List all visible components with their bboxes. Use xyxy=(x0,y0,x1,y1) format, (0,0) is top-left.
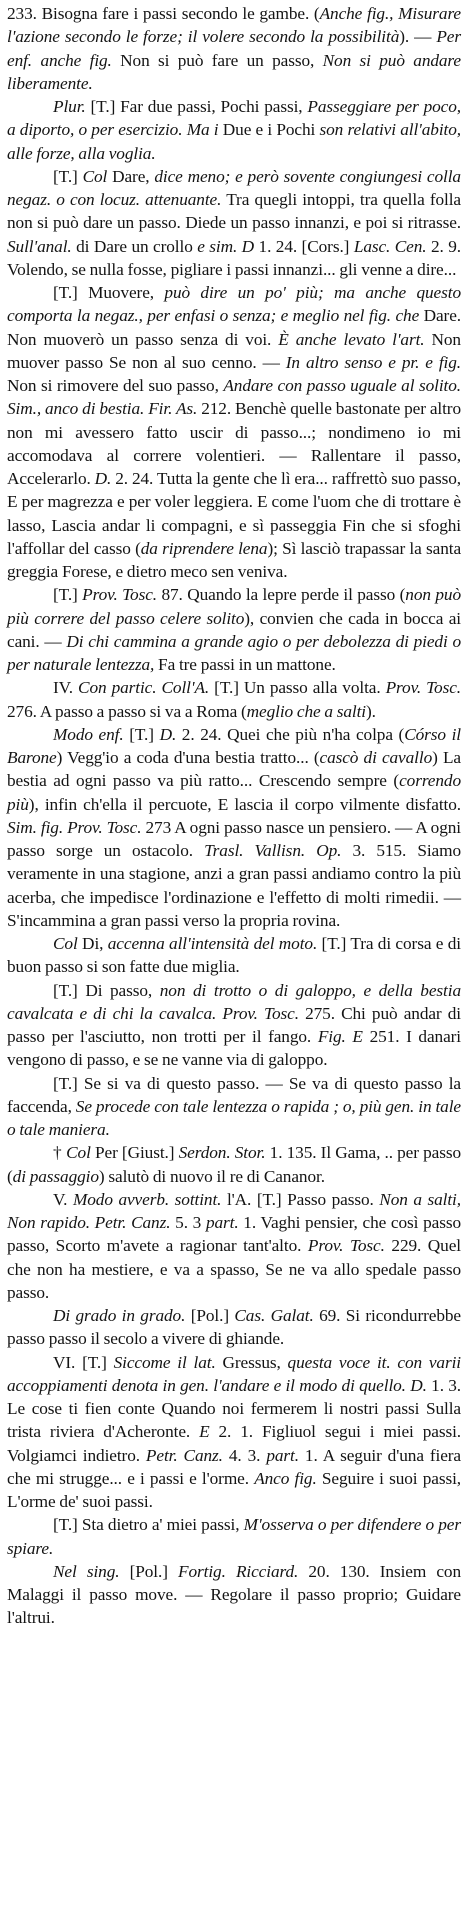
italic-text: Col xyxy=(66,1143,91,1163)
italic-text: son relativi all'abito, alle forze, alla voglia. xyxy=(7,120,461,163)
dictionary-column xyxy=(7,2,461,1630)
entry-paragraph xyxy=(7,1304,461,1351)
roman-text: 212. Benchè quelle bastonate per altro non mi avessero fatto uscir di passo...; nondimeno io mi accomodava al correre volentieri. — Rallentare il passo, Accelerarlo. xyxy=(7,399,461,488)
roman-text: [T.] xyxy=(53,166,83,186)
italic-text: D. xyxy=(159,724,177,744)
roman-text: 3. 515. Siamo veramente in una stagione, anzi a gran passi andiamo contro la più acerba, che impedisce l'ordinazione e l'effetto di molti rimedii. — S'incammina a gran passi verso la propria rovina. xyxy=(7,841,461,930)
italic-text: di passaggio xyxy=(12,1166,99,1186)
italic-text: dice meno; e però sovente congiungesi colla negaz. o con locuz. attenuante. xyxy=(7,166,461,209)
roman-text: [T.] Se si va di questo passo. — Se va di questo passo la faccenda, xyxy=(7,1073,461,1116)
roman-text: [T.] xyxy=(123,724,160,744)
italic-text: Prov. Tosc. xyxy=(385,678,461,698)
italic-text: non di trotto o di galoppo, e della bestia cavalcata e di chi la cavalca. Prov. Tosc. xyxy=(7,980,461,1023)
roman-text: Seguire i suoi passi, L'orme de' suoi passi. xyxy=(7,1468,461,1511)
roman-text: Dare. Non muoverò un passo senza di voi. xyxy=(7,306,461,349)
italic-text: Non a salti, Non rapido. Petr. Canz. xyxy=(7,1189,461,1232)
roman-text: 251. I danari vengono di passo, e se ne vanne via di galoppo. xyxy=(7,1027,461,1070)
entry-paragraph xyxy=(7,1560,461,1630)
entry-paragraph xyxy=(7,1351,461,1514)
roman-text: ), infin ch'ella il percuote, E lascia il corpo vilmente disfatto. xyxy=(28,794,461,814)
roman-text: Per [Giust.] xyxy=(90,1143,179,1163)
roman-text: 275. Chi può andar di passo per l'asciutto, non trotti per il fango. xyxy=(7,1003,461,1046)
italic-text: può dire un po' più; ma anche questo comporta la negaz., per enfasi o senza; e meglio nel fig. che xyxy=(7,283,461,326)
entry-paragraph xyxy=(7,979,461,1072)
roman-text: [T.] Un passo alla volta. xyxy=(209,678,386,698)
italic-text: Anco fig. xyxy=(254,1468,317,1488)
roman-text: V. xyxy=(53,1189,73,1209)
italic-text: anche fig. xyxy=(40,50,112,70)
roman-text: VI. [T.] xyxy=(53,1352,114,1372)
italic-text: Col xyxy=(82,166,108,186)
italic-text: Prov. Tosc. xyxy=(82,585,158,605)
roman-text: 1. 3. Le cose ti fien conte Quando noi fermerem li nostri passi Sulla trista riviera d'Acheronte. xyxy=(7,1375,461,1442)
roman-text: Fa tre passi in un mattone. xyxy=(154,655,336,674)
italic-text: In altro senso e pr. e fig. xyxy=(285,352,461,372)
italic-text: D. xyxy=(94,469,112,488)
italic-text: Sim. fig. Prov. Tosc. xyxy=(7,817,142,837)
italic-text: Fig. E xyxy=(317,1027,363,1046)
roman-text: ). — xyxy=(399,27,437,47)
entry-paragraph xyxy=(7,281,461,583)
italic-text: Plur. xyxy=(53,97,86,116)
italic-text: Prov. Tosc. xyxy=(307,1236,385,1256)
roman-text: l'A. [T.] Passo passo. xyxy=(221,1189,380,1209)
roman-text: 273 A ogni passo nasce un pensiero. — A ogni passo sorge un ostacolo. xyxy=(7,817,461,860)
italic-text: M'osserva o per difendere o per spiare. xyxy=(7,1515,461,1558)
roman-text: 87. Quando la lepre perde il passo ( xyxy=(157,585,406,605)
italic-text: part. xyxy=(266,1445,299,1465)
roman-text: 2. 24. Quei che più n'ha colpa ( xyxy=(176,724,405,744)
roman-text: [T.] Muovere, xyxy=(53,283,165,302)
entry-paragraph xyxy=(7,165,461,281)
italic-text: Con partic. Coll'A. xyxy=(78,678,210,698)
roman-text: Gressus, xyxy=(215,1352,288,1372)
roman-text: [Pol.] xyxy=(119,1561,179,1581)
roman-text: 1. A seguir d'una fiera che mi strugge... e i passi e l'orme. xyxy=(7,1445,462,1488)
roman-text: [T.] Tra di corsa e di buon passo si son fatte due miglia. xyxy=(7,934,461,977)
italic-text: Di chi cammina a grande agio o per debolezza di piedi o per naturale lentezza, xyxy=(7,631,461,674)
italic-text: Petr. Canz. xyxy=(145,1445,223,1465)
italic-text: Per enf. xyxy=(7,27,461,70)
roman-text: ), convien che cada in bocca ai cani. — xyxy=(7,608,461,651)
roman-text: Non si rimovere del suo passo, xyxy=(7,376,224,395)
italic-text: Non si può andare liberamente. xyxy=(7,50,461,93)
italic-text: questa voce it. con varii accoppiamenti denota in gen. l'andare e il modo di quello. D. xyxy=(7,1352,461,1395)
roman-text: 2. 1. Figliuol segui i miei passi. Volgiamci indietro. xyxy=(7,1422,461,1465)
italic-text: Se procede con tale lentezza o rapida ; o, più gen. in tale o tale maniera. xyxy=(7,1096,461,1139)
entry-paragraph xyxy=(7,932,461,979)
entry-paragraph xyxy=(7,1188,461,1304)
entry-paragraph xyxy=(7,583,461,676)
italic-text: Modo avverb. sottint. xyxy=(72,1189,222,1209)
italic-text: da riprendere lena xyxy=(140,538,268,558)
roman-text: [T.] Far due passi, Pochi passi, xyxy=(85,97,308,116)
roman-text: Due e i Pochi xyxy=(218,120,320,140)
roman-text: Tra quegli intoppi, tra quella folla non si può dare un passo. Diede un passo innanzi, e poi si ritrasse. xyxy=(7,190,461,233)
roman-text: [T.] Di passo, xyxy=(53,980,160,1000)
roman-text: 2. 9. Volendo, se nulla fosse, pigliare i passi innanzi... gli venne a dire... xyxy=(7,236,461,279)
roman-text: 1. 24. [Cors.] xyxy=(254,236,354,256)
roman-text: Dare, xyxy=(107,166,155,186)
entry-paragraph xyxy=(7,723,461,932)
roman-text: 229. Quel che non ha mestiere, e va a spasso, Se ne va allo spedale passo passo. xyxy=(7,1236,461,1302)
italic-text: Córso il Barone xyxy=(7,724,461,767)
roman-text: 1. Vaghi pensier, che così passo passo, Scorto m'avete a ragionar tant'alto. xyxy=(7,1213,461,1256)
italic-text: Serdon. Stor. xyxy=(178,1143,266,1163)
roman-text: Non si può fare un passo, xyxy=(111,50,323,70)
italic-text: Cas. Galat. xyxy=(234,1306,314,1325)
entry-paragraph xyxy=(7,1513,461,1560)
italic-text: Di grado in grado. xyxy=(53,1306,186,1325)
roman-text: IV. xyxy=(53,678,79,698)
entry-paragraph xyxy=(7,1072,461,1142)
italic-text: Andare con passo uguale al solito. Sim., anco di bestia. Fir. As. xyxy=(7,376,461,419)
italic-text: Fortig. Ricciard. xyxy=(178,1561,299,1581)
roman-text: 1. 135. Il Gama, .. per passo ( xyxy=(7,1143,461,1186)
italic-text: correndo più xyxy=(7,771,461,814)
roman-text: Di, xyxy=(77,934,108,953)
italic-text: E xyxy=(199,1422,210,1442)
roman-text: ) Vegg'io a coda d'una bestia tratto... ( xyxy=(56,748,320,767)
roman-text: ) salutò di nuovo il re di Cananor. xyxy=(98,1166,325,1186)
italic-text: non può più correre del passo celere solito xyxy=(7,585,461,628)
entry-paragraph xyxy=(7,2,461,95)
roman-text: † xyxy=(53,1143,67,1163)
italic-text: cascò di cavallo xyxy=(319,748,433,767)
roman-text: 276. A passo a passo si va a Roma ( xyxy=(7,701,247,721)
entry-paragraph xyxy=(7,676,461,723)
italic-text: accenna all'intensità del moto. xyxy=(107,934,318,953)
italic-text: È anche levato l'art. xyxy=(278,329,425,349)
roman-text: 20. 130. Insiem con Malaggi il passo move. — Regolare il passo proprio; Guidare l'altrui. xyxy=(7,1561,461,1628)
roman-text: 4. 3. xyxy=(222,1445,267,1465)
italic-text: Sull'anal. xyxy=(7,236,72,256)
roman-text: 233. Bisogna fare i passi secondo le gambe. ( xyxy=(7,4,320,23)
italic-text: Lasc. Cen. xyxy=(353,236,427,256)
roman-text: [T.] Sta dietro a' miei passi, xyxy=(53,1515,244,1535)
roman-text: ). xyxy=(366,701,376,721)
roman-text: Non muover passo Se non al suo cenno. — xyxy=(7,329,461,372)
italic-text: Anche fig., Misurare l'azione secondo le forze; il volere secondo la possibilità xyxy=(7,4,462,47)
entry-paragraph xyxy=(7,1141,461,1188)
roman-text: ); Sì lasciò trapassar la santa greggia Forese, e dietro meco sen veniva. xyxy=(7,538,462,581)
entry-paragraph xyxy=(7,95,461,165)
italic-text: Col xyxy=(53,934,78,953)
roman-text: ) La bestia ad ogni passo va più ratto... Crescendo sempre ( xyxy=(7,748,461,791)
italic-text: meglio che a salti xyxy=(246,701,367,721)
roman-text: 2. 24. Tutta la gente che lì era... raffrettò suo passo, E per magrezza e per voler leggiera. E come l'uom che di trottare è lasso, Lascia andar li compagni, e sì passeggia Fin che si sfoghi l'affollar del casso ( xyxy=(7,469,461,558)
italic-text: Passeggiare per poco, a diporto, o per esercizio. Ma i xyxy=(7,97,462,140)
roman-text: [T.] xyxy=(53,585,83,605)
italic-text: Modo enf. xyxy=(53,724,124,744)
italic-text: e sim. D xyxy=(197,236,255,256)
italic-text: Trasl. Vallisn. Op. xyxy=(204,841,342,860)
roman-text: 5. 3 xyxy=(170,1213,206,1232)
roman-text: di Dare un crollo xyxy=(71,236,198,256)
italic-text: Siccome il lat. xyxy=(113,1352,216,1372)
roman-text: 69. Si ricondurrebbe passo passo il secolo a vivere di ghiande. xyxy=(7,1306,461,1349)
roman-text: [Pol.] xyxy=(185,1306,235,1325)
italic-text: part. xyxy=(205,1213,239,1232)
italic-text: Nel sing. xyxy=(53,1561,120,1581)
